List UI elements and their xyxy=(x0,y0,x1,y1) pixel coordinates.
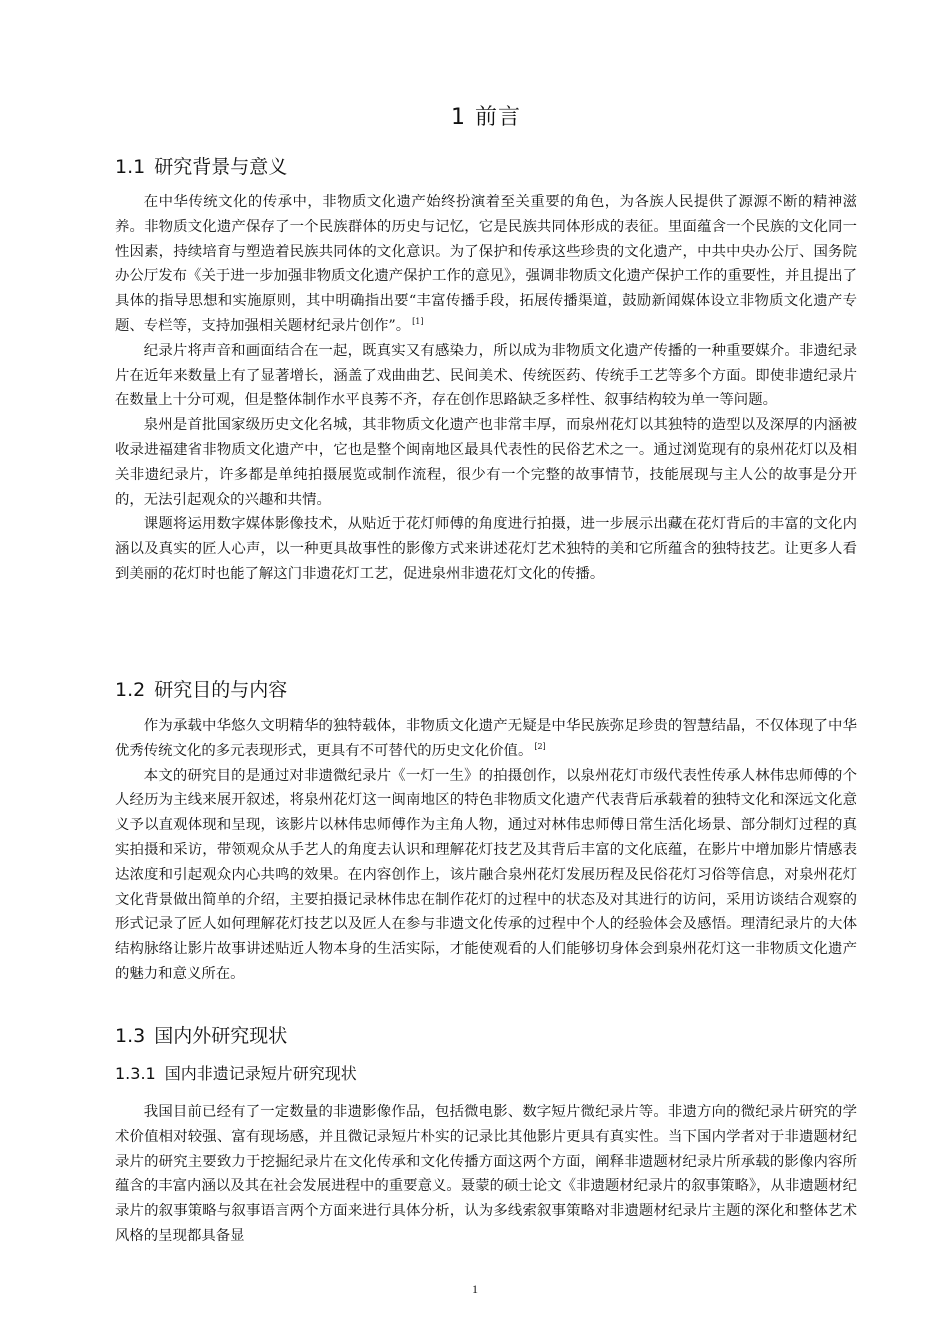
chapter-number: 1 xyxy=(450,105,466,130)
section-number: 1.2 xyxy=(115,679,146,701)
section-1-3-1-body xyxy=(115,1100,857,1249)
paragraph: 我国目前已经有了一定数量的非遗影像作品，包括微电影、数字短片微纪录片等。非遗方向的微纪录片研究的学术价值相对较强、富有现场感，并且微记录短片朴实的记录比其他影片更具有真实性。当下国内学者对于非遗题材纪录片的研究主要致力于挖掘纪录片在文化传承和文化传播方面这两个方面，阐释非遗题材纪录片所承载的影像内容所蕴含的丰富内涵以及其在社会发展进程中的重要意义。聂蒙的硕士论文《非遗题材纪录片的叙事策略》，从非遗题材纪录片的叙事策略与叙事语言两个方面来进行具体分析，认为多线索叙事策略对非遗题材纪录片主题的深化和整体艺术风格的呈现都具备显 xyxy=(115,1104,857,1244)
citation-ref: [1] xyxy=(412,316,424,326)
paragraph xyxy=(115,190,857,339)
section-heading-1-3 xyxy=(115,1023,287,1049)
subsection-number: 1.3.1 xyxy=(115,1064,156,1083)
paragraph: 本文的研究目的是通过对非遗微纪录片《一灯一生》的拍摄创作，以泉州花灯市级代表性传承人林伟忠师傅的个人经历为主线来展开叙述，将泉州花灯这一闽南地区的特色非物质文化遗产代表背后承载着的独特文化和深远文化意义予以直观体现和呈现，该影片以林伟忠师傅作为主角人物，通过对林伟忠师傅日常生活化场景、部分制灯过程的真实拍摄和采访，带领观众从手艺人的角度去认识和理解花灯技艺及其背后丰富的文化底蕴，在影片中增加影片情感表达浓度和引起观众内心共鸣的效果。在内容创作上，该片融合泉州花灯发展历程及民俗花灯习俗等信息，对泉州花灯文化背景做出简单的介绍，主要拍摄记录林伟忠在制作花灯的过程中的状态及对其进行的访问，采用访谈结合观察的形式记录了匠人如何理解花灯技艺以及匠人在参与非遗文化传承的过程中个人的经验体会及感悟。理清纪录片的大体结构脉络让影片故事讲述贴近人物本身的生活实际，才能使观看的人们能够切身体会到泉州花灯这一非物质文化遗产的魅力和意义所在。 xyxy=(115,767,857,982)
section-heading-1-1 xyxy=(115,154,287,180)
paragraph-text: 作为承载中华悠久文明精华的独特载体，非物质文化遗产无疑是中华民族弥足珍贵的智慧结晶，不仅体现了中华优秀传统文化的多元表现形式，更具有不可替代的历史文化价值。 xyxy=(115,718,857,759)
citation-ref: [2] xyxy=(534,741,546,751)
section-heading-1-2 xyxy=(115,677,287,703)
section-title: 研究目的与内容 xyxy=(154,679,288,701)
chapter-title xyxy=(115,103,857,133)
section-number: 1.1 xyxy=(115,156,146,178)
section-1-2-body xyxy=(115,714,857,987)
chapter-title-text: 前言 xyxy=(474,105,521,130)
paragraph: 纪录片将声音和画面结合在一起，既真实又有感染力，所以成为非物质文化遗产传播的一种重要媒介。非遗纪录片在近年来数量上有了显著增长，涵盖了戏曲曲艺、民间美术、传统医药、传统手工艺等多个方面。即使非遗纪录片在数量上十分可观，但是整体制作水平良莠不齐，存在创作思路缺乏多样性、叙事结构较为单一等问题。 xyxy=(115,342,857,409)
page-number: 1 xyxy=(472,1282,478,1296)
paragraph: 课题将运用数字媒体影像技术，从贴近于花灯师傅的角度进行拍摄，进一步展示出藏在花灯背后的丰富的文化内涵以及真实的匠人心声，以一种更具故事性的影像方式来讲述花灯艺术独特的美和它所蕴含的独特技艺。让更多人看到美丽的花灯时也能了解这门非遗花灯工艺，促进泉州非遗花灯文化的传播。 xyxy=(115,516,857,582)
paragraph: 泉州是首批国家级历史文化名城，其非物质文化遗产也非常丰厚，而泉州花灯以其独特的造型以及深厚的内涵被收录进福建省非物质文化遗产中，它也是整个闽南地区最具代表性的民俗艺术之一。通过浏览现有的泉州花灯以及相关非遗纪录片，许多都是单纯拍摄展览或制作流程，很少有一个完整的故事情节，技能展现与主人公的故事是分开的，无法引起观众的兴趣和共情。 xyxy=(115,417,857,508)
paragraph xyxy=(115,714,857,764)
subsection-heading-1-3-1 xyxy=(115,1063,357,1085)
section-1-1-body xyxy=(115,190,857,587)
section-title: 研究背景与意义 xyxy=(154,156,288,178)
section-number: 1.3 xyxy=(115,1025,146,1047)
paragraph-text: 在中华传统文化的传承中，非物质文化遗产始终扮演着至关重要的角色，为各族人民提供了源源不断的精神滋养。非物质文化遗产保存了一个民族群体的历史与记忆，它是民族共同体形成的表征。里面蕴含一个民族的文化同一性因素，持续培育与塑造着民族共同体的文化意识。为了保护和传承这些珍贵的文化遗产，中共中央办公厅、国务院办公厅发布《关于进一步加强非物质文化遗产保护工作的意见》，强调非物质文化遗产保护工作的重要性，并且提出了具体的指导思想和实施原则，其中明确指出要“丰富传播手段，拓展传播渠道，鼓励新闻媒体设立非物质文化遗产专题、专栏等，支持加强相关题材纪录片创作”。 xyxy=(115,194,857,334)
subsection-title: 国内非遗记录短片研究现状 xyxy=(164,1064,357,1083)
section-title: 国内外研究现状 xyxy=(154,1025,288,1047)
